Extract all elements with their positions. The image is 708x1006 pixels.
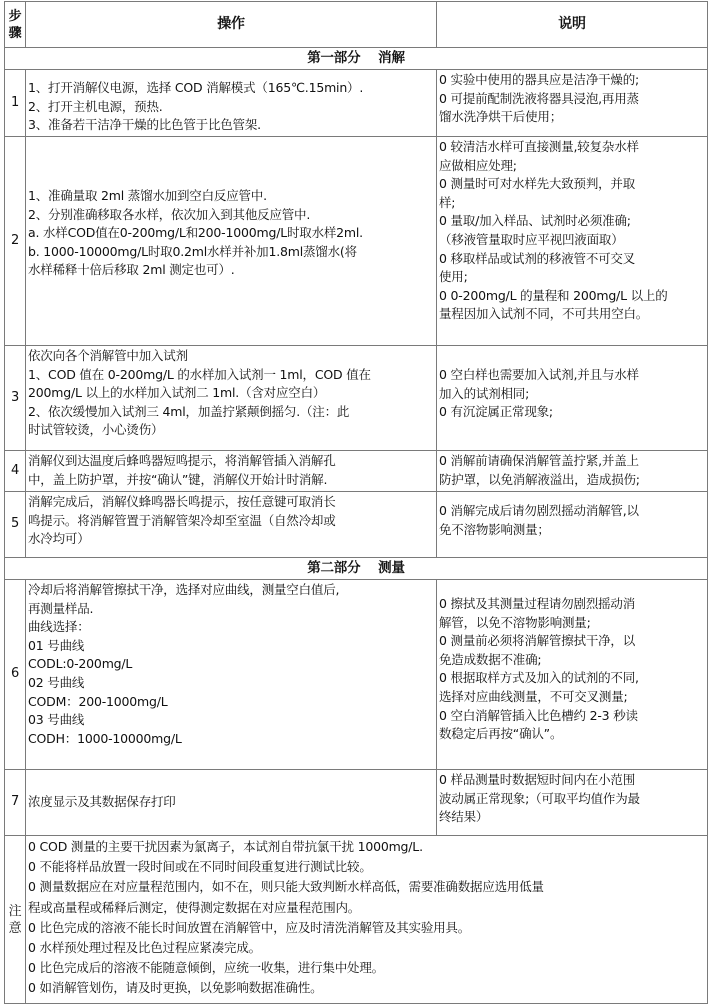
table-rule xyxy=(4,136,707,137)
notes-content xyxy=(26,837,707,1003)
text-line: （移液管量取时应平视凹液面取） xyxy=(439,231,624,247)
text-line: 03 号曲线 xyxy=(28,712,85,728)
step-6-explanation xyxy=(437,595,707,769)
text-line: 0 实验中使用的器具应是洁净干燥的; xyxy=(439,72,640,87)
step-1-explanation xyxy=(437,71,707,136)
table-rule xyxy=(4,450,707,451)
step-2-explanation xyxy=(437,138,707,345)
step-number: 1 xyxy=(10,94,20,110)
header-step xyxy=(5,2,25,47)
text-line: 2、打开主机电源，预热. xyxy=(28,98,163,114)
text-line: 0 空白样也需要加入试剂,并且与水样 xyxy=(439,367,639,382)
table-rule xyxy=(4,69,707,70)
note-line: 0 水样预处理过程及比色过程应紧凑完成。 xyxy=(28,940,261,956)
text-line: 消解完成后，消解仪蜂鸣器长鸣提示，按任意键可取消长 xyxy=(28,494,336,509)
text-line: 01 号曲线 xyxy=(28,637,85,653)
step-7-explanation xyxy=(437,771,707,835)
text-line: 消解仪到达温度后蜂鸣器短鸣提示，将消解管插入消解孔 xyxy=(28,453,336,468)
note-line: 0 比色完成的溶液不能长时间放置在消解管中，应及时清洗消解管及其实验用具。 xyxy=(28,919,471,935)
text-line: 依次向各个消解管中加入试剂 xyxy=(28,348,188,363)
step-2-operation xyxy=(26,187,436,345)
text-line: 选择对应曲线测量，不可交叉测量; xyxy=(439,688,628,704)
text-line: 量程因加入试剂不同，不可共用空白。 xyxy=(439,306,649,322)
text-line: 3、准备若干洁净干燥的比色管于比色管架. xyxy=(28,117,261,133)
text-line: 0 可提前配制洗液将器具浸泡,再用蒸 xyxy=(439,90,639,106)
step-7-operation xyxy=(26,770,436,835)
text-line: 再测量样品. xyxy=(28,600,94,616)
text-line: CODH：1000-10000mg/L xyxy=(28,730,182,746)
step-number: 3 xyxy=(10,389,20,405)
text-line: 2、分别准确移取各水样，依次加入到其他反应管中. xyxy=(28,206,311,222)
text-line: 数稳定后再按“确认”。 xyxy=(439,726,563,742)
table-border-bottom xyxy=(4,1003,707,1004)
text-line: 冷却后将消解管擦拭干净，选择对应曲线，测量空白值后, xyxy=(28,582,340,597)
note-line: 0 比色完成后的溶液不能随意倾倒，应统一收集，进行集中处理。 xyxy=(28,960,384,976)
text-line: 免造成数据不准确; xyxy=(439,651,542,667)
text-line: 解管，以免不溶物影响测量; xyxy=(439,614,591,630)
text-line: 曲线选择： xyxy=(28,619,90,635)
note-line: 0 不能将样品放置一段时间或在不同时间段重复进行测试比较。 xyxy=(28,859,372,875)
step-number: 2 xyxy=(10,232,20,248)
text-line: 免不溶物影响测量； xyxy=(439,521,550,537)
text-line: CODM：200-1000mg/L xyxy=(28,693,168,709)
text-line: 中，盖上防护罩，并按“确认”键，消解仪开始计时消解. xyxy=(28,471,328,487)
text-line: 0 有沉淀属正常现象; xyxy=(439,404,553,420)
text-line: 0 样品测量时数据短时间内在小范围 xyxy=(439,772,636,787)
text-line: 0 消解完成后请勿剧烈摇动消解管,以 xyxy=(439,503,639,518)
text-line: 0 空白消解管插入比色槽约 2-3 秒读 xyxy=(439,707,638,723)
text-line: 时试管较烫，小心烫伤） xyxy=(28,422,164,438)
step-5-explanation xyxy=(437,502,707,557)
text-line: 应做相应处理; xyxy=(439,157,517,173)
note-line: 0 如消解管划伤，请及时更换，以免影响数据准确性。 xyxy=(28,980,323,996)
step-5-operation xyxy=(26,493,436,557)
text-line: 0 量取/加入样品、试剂时必须准确; xyxy=(439,213,631,229)
text-line: 水样稀释十倍后移取 2ml 测定也可）. xyxy=(28,262,235,278)
table-rule xyxy=(4,835,707,836)
text-line: 1、打开消解仪电源，选择 COD 消解模式（165℃.15min）. xyxy=(28,80,364,95)
text-line: 1、准确量取 2ml 蒸馏水加到空白反应管中. xyxy=(28,188,267,203)
step-1-operation xyxy=(26,79,436,136)
text-line: 0 测量时可对水样先大致预判，并取 xyxy=(439,176,636,192)
header-operation: 操作 xyxy=(217,16,245,33)
note-line: 程或高量程或稀释后测定，使得测定数据在对应量程范围内。 xyxy=(28,899,361,915)
text-line: b. 1000-10000mg/L时取0.2ml水样并补加1.8ml蒸馏水(将 xyxy=(28,243,357,259)
section-title-digestion: 第一部分 消解 xyxy=(5,48,707,69)
text-line: 0 测量前必须将消解管擦拭干净，以 xyxy=(439,633,636,649)
text-line: 0 根据取样方式及加入的试剂的不同, xyxy=(439,670,639,686)
text-line: 0 移取样品或试剂的移液管不可交叉 xyxy=(439,250,636,266)
text-line: 浓度显示及其数据保存打印 xyxy=(28,794,176,810)
text-line: 水冷均可） xyxy=(28,531,90,547)
text-line: 0 0-200mg/L 的量程和 200mg/L 以上的 xyxy=(439,287,668,303)
note-line: 0 测量数据应在对应量程范围内，如不在，则只能大致判断水样高低，需要准确数据应选用低量 xyxy=(28,879,544,895)
text-line: 防护罩，以免消解液溢出，造成损伤; xyxy=(439,471,640,487)
text-line: 02 号曲线 xyxy=(28,674,85,690)
step-number: 7 xyxy=(10,794,20,810)
text-line: a. 水样COD值在0-200mg/L和200-1000mg/L时取水样2ml. xyxy=(28,225,363,241)
header-step-line2: 骤 xyxy=(8,25,22,41)
step-number: 6 xyxy=(10,666,20,682)
text-line: 终结果） xyxy=(439,809,489,825)
notes-label xyxy=(5,836,25,1003)
notes-label-line2: 意 xyxy=(8,920,22,936)
text-line: 波动属正常现象;（可取平均值作为最 xyxy=(439,790,640,806)
step-number: 5 xyxy=(10,516,20,532)
step-4-operation xyxy=(26,452,436,491)
step-3-explanation xyxy=(437,366,707,450)
text-line: 2、依次缓慢加入试剂三 4ml，加盖拧紧颠倒摇匀.（注：此 xyxy=(28,403,350,419)
text-line: 馏水洗净烘干后使用； xyxy=(439,109,563,125)
step-6-operation xyxy=(26,581,436,769)
text-line: 鸣提示。将消解管置于消解管架冷却至室温（自然冷却或 xyxy=(28,512,336,528)
text-line: 加入的试剂相同; xyxy=(439,385,530,401)
notes-label-line1: 注 xyxy=(8,903,22,919)
text-line: 0 消解前请确保消解管盖拧紧,并盖上 xyxy=(439,453,639,468)
step-4-explanation xyxy=(437,452,707,491)
text-line: 使用; xyxy=(439,269,468,285)
section-title-measurement: 第二部分 测量 xyxy=(5,558,707,579)
table-rule xyxy=(4,491,707,492)
note-line: 0 COD 测量的主要干扰因素为氯离子，本试剂自带抗氯干扰 1000mg/L. xyxy=(28,839,423,854)
text-line: 1、COD 值在 0-200mg/L 的水样加入试剂一 1ml，COD 值在 xyxy=(28,366,371,382)
text-line: 样; xyxy=(439,194,456,210)
table-rule xyxy=(4,579,707,580)
step-number: 4 xyxy=(10,462,20,478)
step-3-operation xyxy=(26,347,436,450)
table-rule xyxy=(4,345,707,346)
text-line: 0 擦拭及其测量过程请勿剧烈摇动消 xyxy=(439,596,636,611)
header-step-line1: 步 xyxy=(8,8,22,24)
text-line: CODL:0-200mg/L xyxy=(28,656,133,672)
text-line: 0 较清洁水样可直接测量,较复杂水样 xyxy=(439,139,639,154)
text-line: 200mg/L 以上的水样加入试剂二 1ml.（含对应空白） xyxy=(28,385,326,401)
header-explanation: 说明 xyxy=(558,16,586,33)
